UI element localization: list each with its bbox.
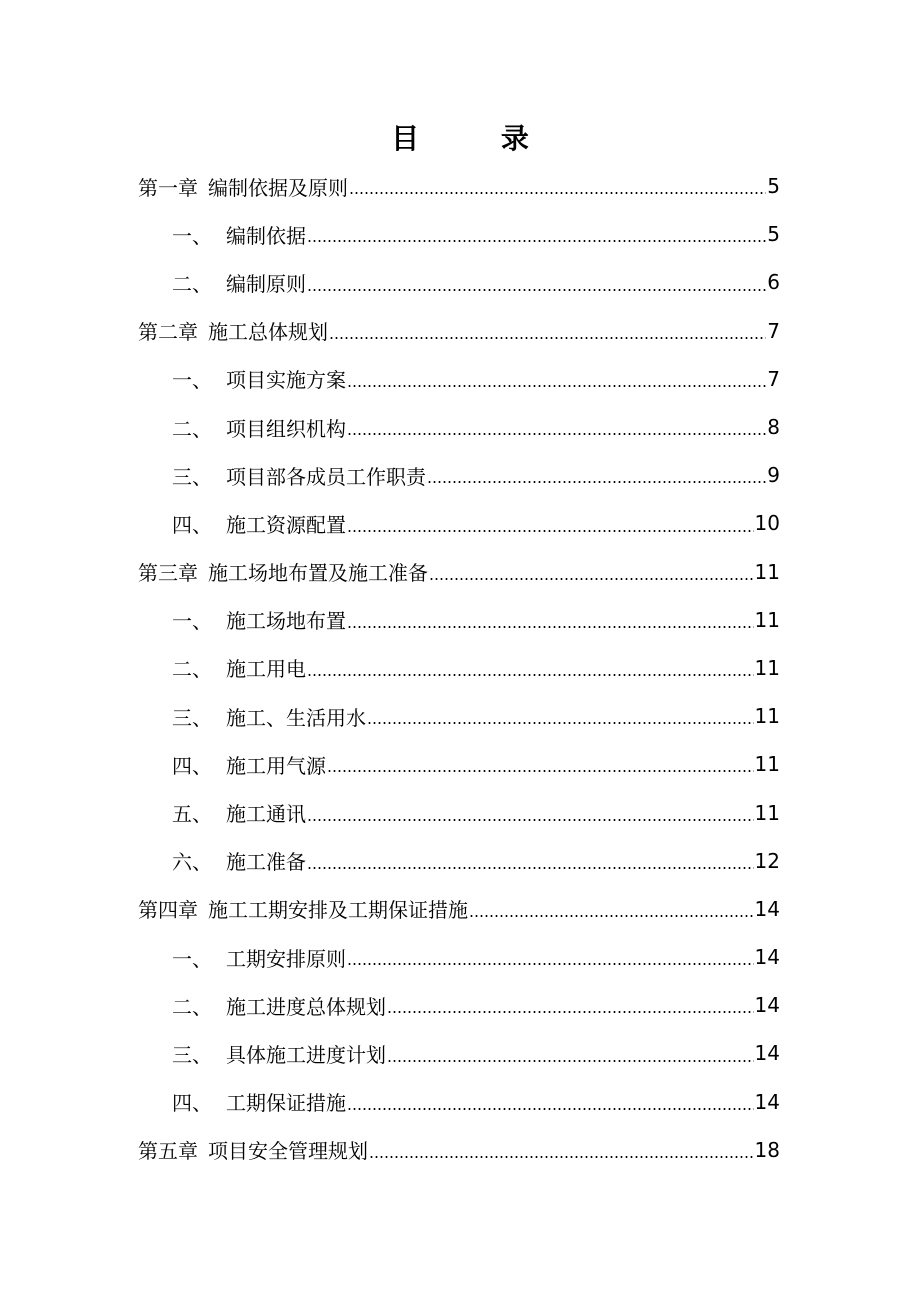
toc-dot-leader bbox=[347, 529, 754, 533]
toc-chapter-entry[interactable] bbox=[138, 885, 780, 933]
toc-page-number: 11 bbox=[754, 704, 780, 729]
toc-page-number: 5 bbox=[767, 222, 780, 247]
toc-dot-leader bbox=[387, 1059, 754, 1063]
toc-entry-title: 施工总体规划 bbox=[208, 320, 328, 345]
toc-entry-title: 施工场地布置 bbox=[226, 609, 346, 634]
toc-entry-title: 施工通讯 bbox=[226, 802, 306, 827]
toc-page-number: 12 bbox=[754, 848, 780, 873]
toc-entry-number: 四、 bbox=[172, 753, 212, 778]
toc-entry-title: 施工工期安排及工期保证措施 bbox=[208, 898, 468, 923]
toc-section-entry[interactable] bbox=[138, 1078, 780, 1126]
toc-entry-number: 一、 bbox=[172, 946, 212, 971]
toc-entry-number: 一、 bbox=[172, 368, 212, 393]
toc-dot-leader bbox=[347, 625, 754, 629]
toc-entry-title: 工期安排原则 bbox=[226, 946, 346, 971]
toc-section-entry[interactable] bbox=[138, 403, 780, 451]
toc-dot-leader bbox=[327, 769, 754, 773]
toc-entry-number: 四、 bbox=[172, 512, 212, 537]
toc-page-number: 5 bbox=[767, 174, 780, 199]
toc-dot-leader bbox=[347, 384, 766, 388]
toc-page-number: 11 bbox=[754, 655, 780, 680]
toc-dot-leader bbox=[347, 1107, 754, 1111]
toc-section-entry[interactable] bbox=[138, 644, 780, 692]
toc-entry-number: 二、 bbox=[172, 416, 212, 441]
toc-entry-number: 二、 bbox=[172, 657, 212, 682]
toc-entry-title: 项目实施方案 bbox=[226, 368, 346, 393]
toc-section-entry[interactable] bbox=[138, 258, 780, 306]
toc-entry-title: 项目部各成员工作职责 bbox=[226, 464, 426, 489]
toc-page-number: 14 bbox=[754, 1041, 780, 1066]
toc-entry-title: 施工、生活用水 bbox=[226, 705, 366, 730]
toc-entry-title: 施工用气源 bbox=[226, 753, 326, 778]
toc-section-entry[interactable] bbox=[138, 740, 780, 788]
toc-entry-number: 第一章 bbox=[138, 175, 198, 200]
toc-page-number: 14 bbox=[754, 1089, 780, 1114]
toc-page-number: 10 bbox=[754, 511, 780, 536]
toc-page-number: 11 bbox=[754, 607, 780, 632]
toc-entry-title: 具体施工进度计划 bbox=[226, 1042, 386, 1067]
toc-entry-title: 施工场地布置及施工准备 bbox=[208, 561, 428, 586]
toc-entry-number: 三、 bbox=[172, 1042, 212, 1067]
toc-section-entry[interactable] bbox=[138, 981, 780, 1029]
toc-entry-number: 第二章 bbox=[138, 320, 198, 345]
toc-section-entry[interactable] bbox=[138, 1029, 780, 1077]
toc-entry-title: 项目组织机构 bbox=[226, 416, 346, 441]
toc-entry-title: 施工资源配置 bbox=[226, 512, 346, 537]
toc-section-entry[interactable] bbox=[138, 355, 780, 403]
toc-page-number: 11 bbox=[754, 800, 780, 825]
toc-dot-leader bbox=[469, 914, 754, 918]
toc-dot-leader bbox=[369, 1155, 754, 1159]
toc-dot-leader bbox=[307, 288, 766, 292]
table-of-contents bbox=[138, 162, 780, 1174]
toc-page-number: 9 bbox=[767, 463, 780, 488]
toc-page-number: 8 bbox=[767, 415, 780, 440]
toc-dot-leader bbox=[347, 432, 766, 436]
toc-dot-leader bbox=[307, 673, 754, 677]
toc-dot-leader bbox=[307, 239, 766, 243]
toc-page-number: 11 bbox=[754, 752, 780, 777]
toc-section-entry[interactable] bbox=[138, 596, 780, 644]
toc-page-number: 14 bbox=[754, 945, 780, 970]
toc-dot-leader bbox=[329, 336, 766, 340]
toc-entry-title: 编制依据及原则 bbox=[208, 175, 348, 200]
toc-section-entry[interactable] bbox=[138, 451, 780, 499]
toc-dot-leader bbox=[427, 480, 766, 484]
toc-entry-number: 二、 bbox=[172, 271, 212, 296]
toc-entry-number: 二、 bbox=[172, 994, 212, 1019]
toc-entry-number: 第四章 bbox=[138, 898, 198, 923]
toc-entry-number: 三、 bbox=[172, 705, 212, 730]
toc-page-number: 14 bbox=[754, 993, 780, 1018]
toc-dot-leader bbox=[429, 577, 754, 581]
toc-chapter-entry[interactable] bbox=[138, 307, 780, 355]
toc-entry-number: 第五章 bbox=[138, 1139, 198, 1164]
toc-page-number: 11 bbox=[754, 559, 780, 584]
toc-dot-leader bbox=[307, 818, 754, 822]
toc-page-number: 7 bbox=[767, 318, 780, 343]
toc-entry-number: 五、 bbox=[172, 802, 212, 827]
toc-dot-leader bbox=[307, 866, 754, 870]
toc-chapter-entry[interactable] bbox=[138, 162, 780, 210]
toc-section-entry[interactable] bbox=[138, 499, 780, 547]
toc-section-entry[interactable] bbox=[138, 210, 780, 258]
toc-entry-title: 编制原则 bbox=[226, 271, 306, 296]
toc-page-number: 18 bbox=[754, 1137, 780, 1162]
toc-entry-title: 施工进度总体规划 bbox=[226, 994, 386, 1019]
toc-page-number: 7 bbox=[767, 366, 780, 391]
toc-entry-number: 一、 bbox=[172, 223, 212, 248]
toc-entry-title: 项目安全管理规划 bbox=[208, 1139, 368, 1164]
toc-section-entry[interactable] bbox=[138, 837, 780, 885]
toc-dot-leader bbox=[349, 191, 766, 195]
toc-entry-number: 第三章 bbox=[138, 561, 198, 586]
toc-chapter-entry[interactable] bbox=[138, 1126, 780, 1174]
toc-entry-number: 六、 bbox=[172, 850, 212, 875]
toc-entry-number: 四、 bbox=[172, 1091, 212, 1116]
toc-section-entry[interactable] bbox=[138, 788, 780, 836]
toc-entry-title: 施工用电 bbox=[226, 657, 306, 682]
toc-section-entry[interactable] bbox=[138, 933, 780, 981]
toc-entry-title: 编制依据 bbox=[226, 223, 306, 248]
toc-entry-number: 三、 bbox=[172, 464, 212, 489]
toc-dot-leader bbox=[387, 1010, 754, 1014]
toc-entry-title: 工期保证措施 bbox=[226, 1091, 346, 1116]
toc-chapter-entry[interactable] bbox=[138, 548, 780, 596]
toc-entry-title: 施工准备 bbox=[226, 850, 306, 875]
toc-page-number: 6 bbox=[767, 270, 780, 295]
page-title: 目 录 bbox=[391, 122, 565, 155]
toc-section-entry[interactable] bbox=[138, 692, 780, 740]
toc-entry-number: 一、 bbox=[172, 609, 212, 634]
toc-dot-leader bbox=[347, 962, 754, 966]
toc-dot-leader bbox=[367, 721, 754, 725]
toc-page-number: 14 bbox=[754, 896, 780, 921]
